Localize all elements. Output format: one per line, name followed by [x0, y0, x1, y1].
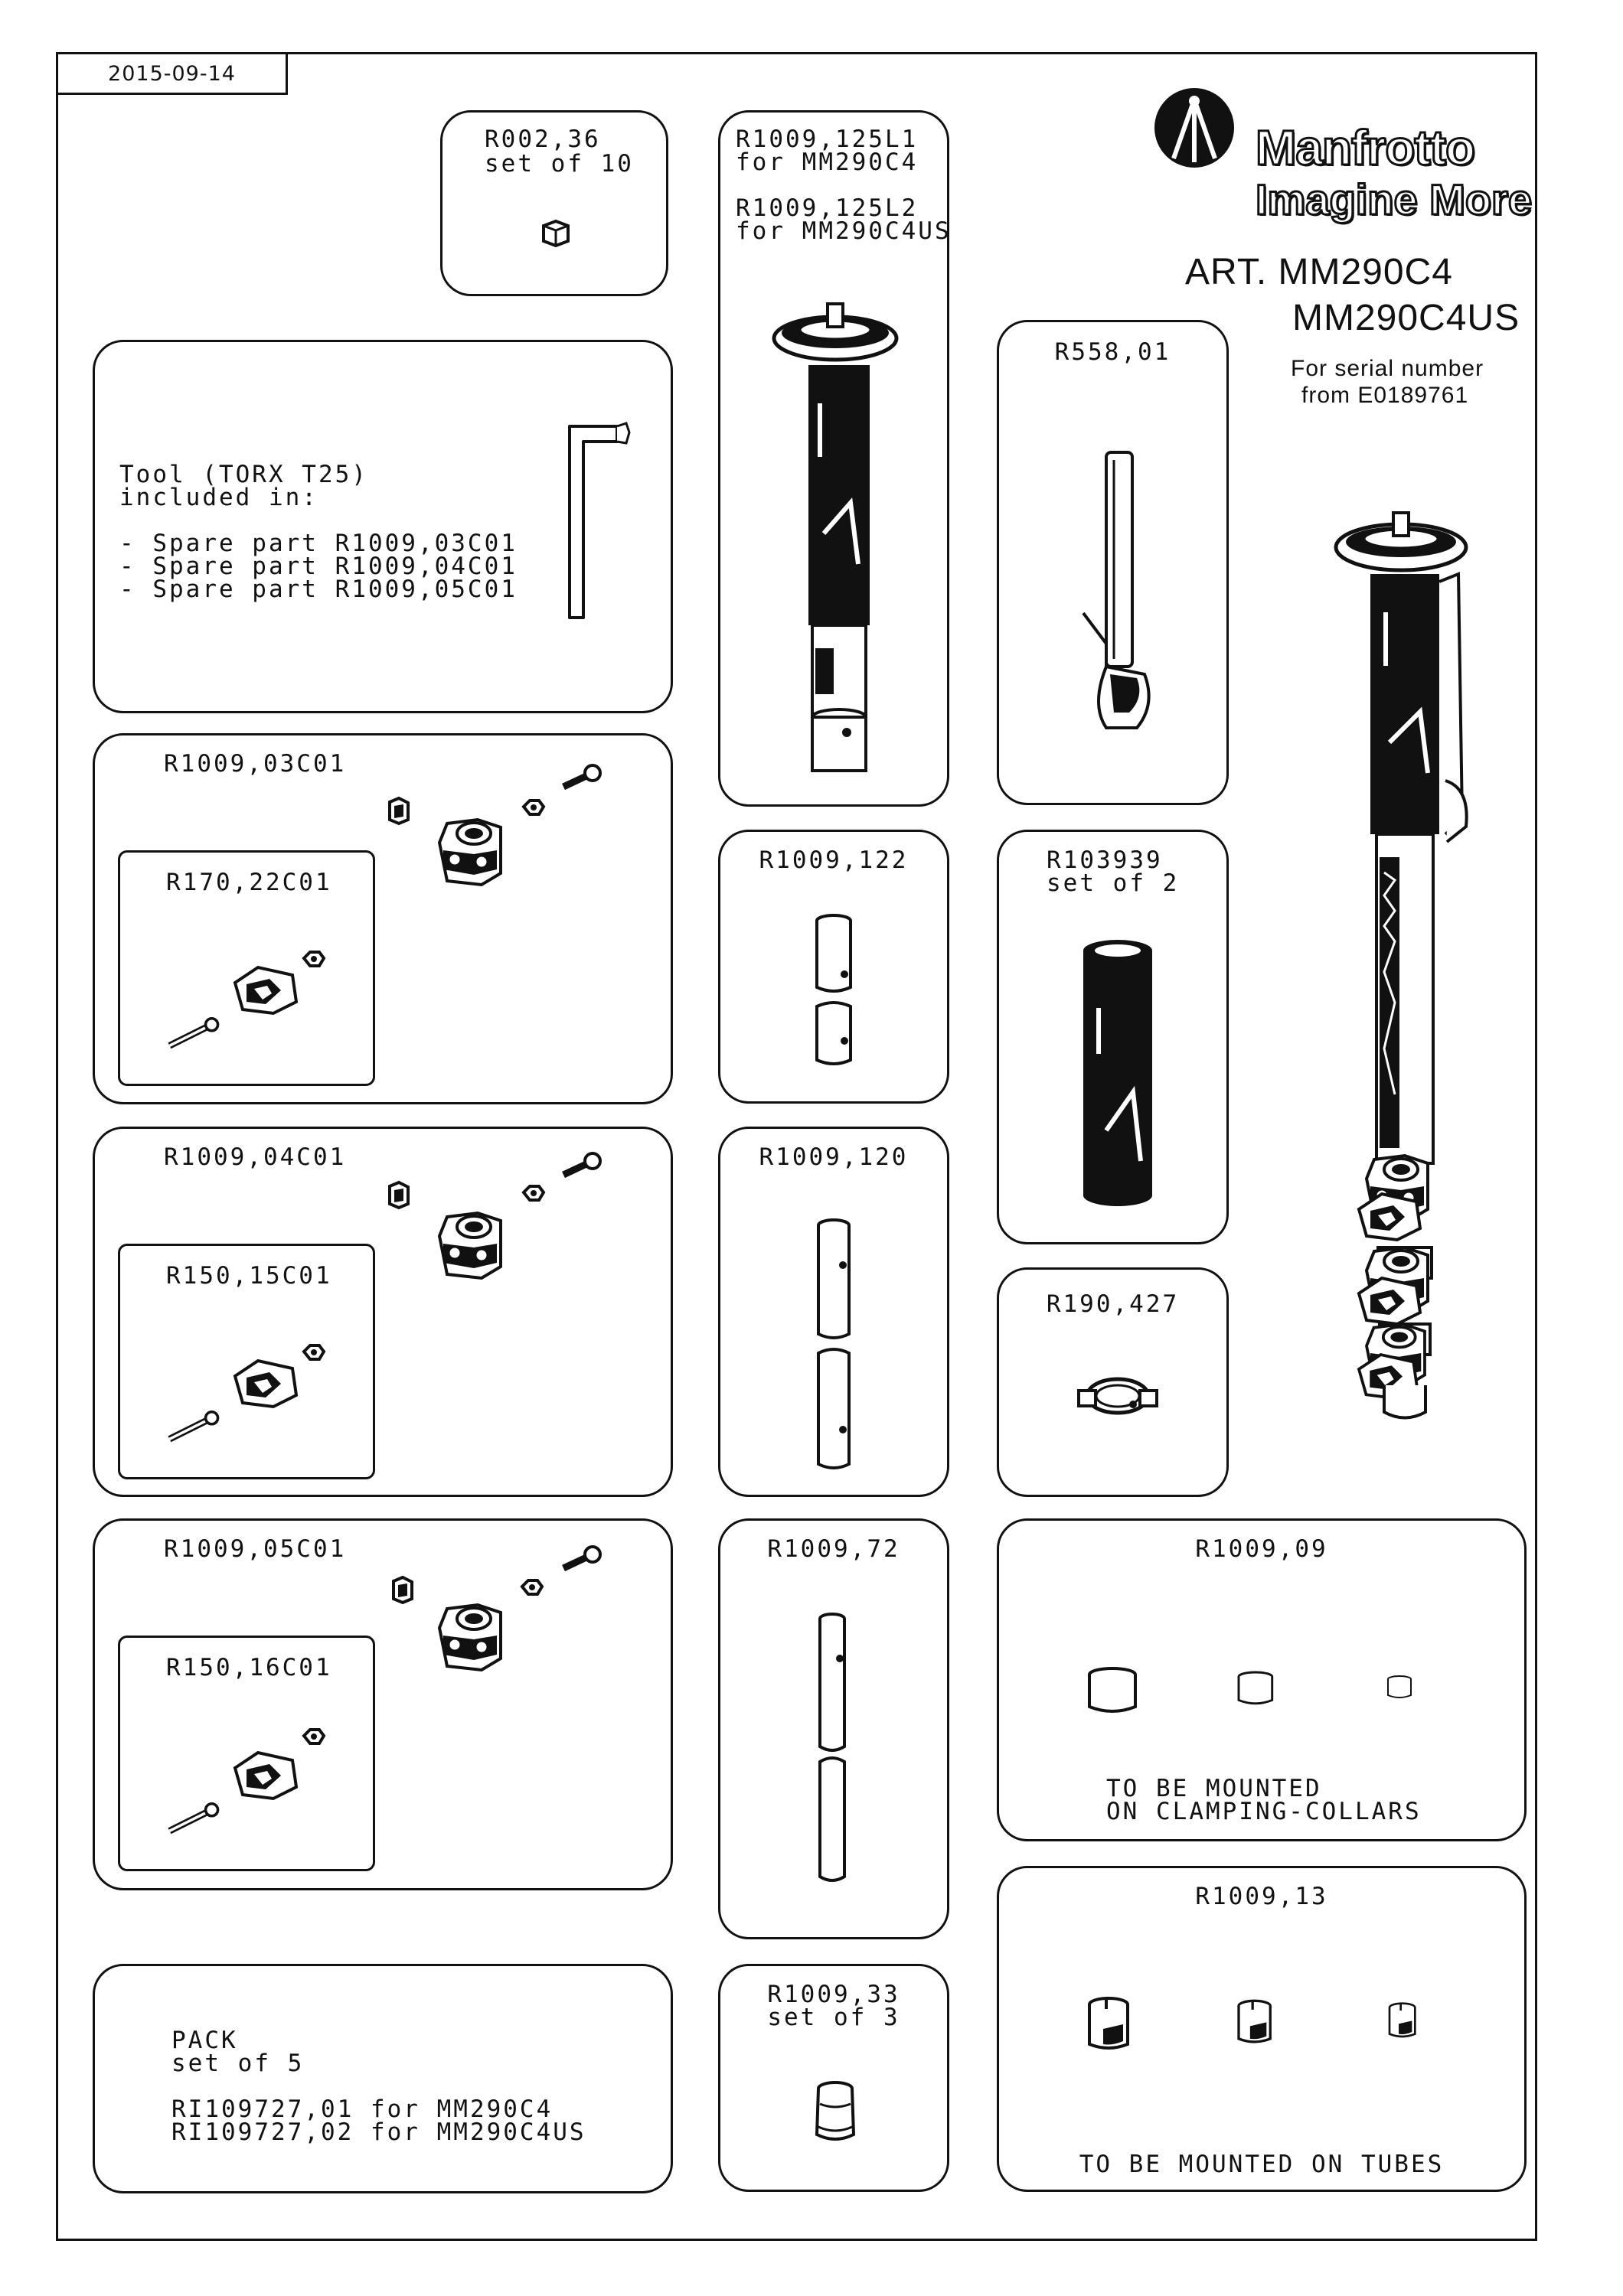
clamp-collar-icon: [439, 1605, 508, 1678]
lever-screw-icon: [166, 1017, 227, 1048]
part-box-r1009-04c01: [93, 1127, 673, 1497]
article-code-1: MM290C4: [1278, 252, 1453, 292]
pack-line-4: RI109727,01 for MM290C4: [171, 2095, 554, 2123]
part-code: R190,427: [1046, 1290, 1180, 1318]
part-box-r1009-122: [718, 830, 949, 1104]
tube-collar-large-icon: [1089, 1998, 1135, 2060]
end-cap-icon: [540, 218, 571, 249]
tube-section-icon: [812, 1219, 866, 1479]
part-box-r1009-05c01: [93, 1518, 673, 1890]
part-line-2: for MM290C4: [736, 148, 919, 176]
part-code: R1009,03C01: [164, 750, 347, 778]
bolt-icon: [563, 762, 606, 793]
brand-name: Manfrotto: [1256, 120, 1475, 175]
torx-key-icon: [563, 419, 632, 625]
lever-icon: [235, 967, 300, 1017]
brand-tagline: Imagine More: [1256, 175, 1532, 223]
pack-line-5: RI109727,02 for MM290C4US: [171, 2118, 586, 2146]
part-box-r190-427: [997, 1267, 1229, 1497]
tube-section-icon: [815, 1613, 861, 1888]
serial-note-line-1: For serial number: [1291, 356, 1484, 381]
part-box-r1009-09: [997, 1518, 1527, 1841]
nut-icon: [524, 801, 547, 817]
clamp-collar-icon: [439, 1213, 508, 1286]
sub-part-code: R170,22C01: [166, 869, 332, 896]
part-code: R1009,09: [1195, 1535, 1328, 1563]
part-box-r1009-120: [718, 1127, 949, 1497]
sub-part-code: R150,15C01: [166, 1262, 332, 1290]
nut-icon: [524, 1186, 547, 1203]
part-code: R1009,05C01: [164, 1535, 347, 1563]
part-box-r002-36: [440, 110, 668, 296]
tool-line-2: included in:: [119, 484, 318, 511]
part-box-r103939: [997, 830, 1229, 1244]
part-line-1: R1009,125L1: [736, 126, 919, 153]
mount-note-line-2: ON CLAMPING-COLLARS: [1106, 1798, 1422, 1825]
part-code: R1009,122: [759, 846, 909, 874]
date-stamp: 2015-09-14: [56, 52, 288, 95]
pack-line-2: set of 5: [171, 2050, 305, 2077]
part-code: R1009,04C01: [164, 1143, 347, 1171]
article-code-2: MM290C4US: [1292, 298, 1520, 338]
tool-line-6: - Spare part R1009,05C01: [119, 576, 518, 603]
part-code: R1009,72: [767, 1535, 900, 1563]
top-section-tube-icon: [766, 304, 904, 771]
part-line-5: for MM290C4US: [736, 217, 952, 245]
collar-medium-icon: [1239, 1668, 1285, 1722]
part-box-r1009-125: [718, 110, 952, 807]
part-line-4: R1009,125L2: [736, 194, 919, 222]
tool-line-4: - Spare part R1009,03C01: [119, 530, 518, 557]
part-note: set of 3: [767, 2004, 900, 2031]
part-box-r1009-03c01: [93, 733, 673, 1104]
clamp-collar-icon: [439, 820, 508, 892]
monopod-assembly-icon: [1332, 513, 1485, 1431]
part-note: set of 10: [485, 150, 634, 178]
manfrotto-logo-icon: [1152, 86, 1236, 170]
part-box-pack: [93, 1964, 673, 2193]
lever-icon: [235, 1361, 300, 1411]
tube-section-icon: [811, 915, 864, 1068]
strap-icon: [1076, 445, 1160, 751]
part-note: set of 2: [1047, 869, 1180, 897]
part-box-r1009-72: [718, 1518, 949, 1939]
foot-icon: [812, 2081, 858, 2150]
tool-line-1: Tool (TORX T25): [119, 461, 368, 488]
lever-nut-icon: [304, 1730, 327, 1746]
lever-screw-icon: [166, 1802, 227, 1833]
bolt-icon: [563, 1544, 606, 1574]
nut-icon: [522, 1580, 545, 1597]
tool-line-5: - Spare part R1009,04C01: [119, 553, 518, 580]
collar-small-icon: [1388, 1668, 1426, 1722]
serial-note-line-2: from E0189761: [1301, 383, 1469, 408]
part-code: R558,01: [1054, 338, 1171, 366]
pack-line-1: PACK: [171, 2027, 238, 2054]
sub-assembly-box: [118, 850, 375, 1086]
mount-note: TO BE MOUNTED ON TUBES: [1079, 2151, 1445, 2178]
part-code: R103939: [1047, 846, 1163, 874]
part-box-r1009-33: [718, 1964, 949, 2192]
lever-nut-icon: [304, 952, 327, 969]
part-code: R1009,33: [767, 1981, 900, 2008]
clip-icon: [1076, 1369, 1160, 1430]
lever-nut-icon: [304, 1345, 327, 1362]
tube-collar-small-icon: [1390, 1998, 1428, 2060]
lever-icon: [235, 1753, 300, 1802]
collar-large-icon: [1089, 1668, 1143, 1722]
bolt-icon: [563, 1150, 606, 1181]
part-code: R002,36: [485, 126, 601, 153]
part-box-r1009-13: [997, 1866, 1527, 2192]
mount-note-line-1: TO BE MOUNTED: [1106, 1775, 1322, 1802]
lever-screw-icon: [166, 1411, 227, 1441]
part-code: R1009,120: [759, 1143, 909, 1171]
plate-icon: [390, 798, 411, 826]
foam-grip-icon: [1076, 939, 1160, 1215]
plate-icon: [390, 1182, 411, 1210]
sub-assembly-box: [118, 1244, 375, 1479]
part-code: R1009,13: [1195, 1883, 1328, 1910]
article-prefix: ART.: [1185, 252, 1268, 292]
part-box-tool-torx: [93, 340, 673, 713]
article-label: [1185, 251, 1453, 293]
sub-part-code: R150,16C01: [166, 1654, 332, 1681]
part-box-r558-01: [997, 320, 1229, 805]
sub-assembly-box: [118, 1636, 375, 1871]
plate-icon: [394, 1577, 415, 1605]
tube-collar-medium-icon: [1239, 1998, 1281, 2060]
